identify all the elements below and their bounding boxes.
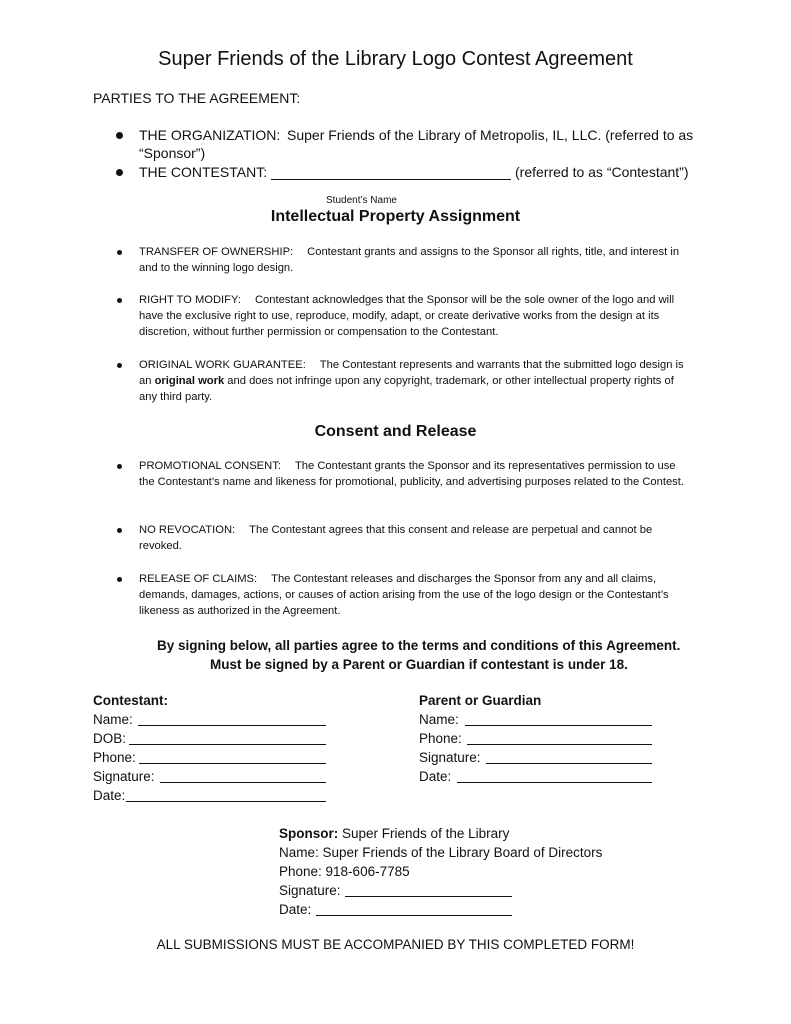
bullet-icon xyxy=(117,250,122,255)
clause-label: ORIGINAL WORK GUARANTEE: xyxy=(139,359,306,371)
contestant-name-field xyxy=(93,710,326,729)
footer-notice: ALL SUBMISSIONS MUST BE ACCOMPANIED BY THIS COMPLETED FORM! xyxy=(156,937,635,952)
guardian-phone-field xyxy=(419,729,652,748)
sponsor-signature-input[interactable] xyxy=(345,884,512,897)
party-organization-text-cont: “Sponsor”) xyxy=(139,145,206,161)
contestant-date-field xyxy=(93,786,326,805)
sponsor-phone-line: Phone: 918-606-7785 xyxy=(279,864,410,879)
field-label: Date: xyxy=(419,769,452,784)
sponsor-date-field xyxy=(279,900,512,919)
bullet-icon xyxy=(116,132,123,139)
contestant-dob-input[interactable] xyxy=(129,732,326,745)
guardian-phone-input[interactable] xyxy=(467,732,652,745)
clause-text: Contestant grants and assigns to the Sponsor all rights, title, and interest in and to the winning logo design. xyxy=(139,246,680,274)
contestant-signature-field xyxy=(93,767,326,786)
document-title: Super Friends of the Library Logo Contest Agreement xyxy=(158,48,633,70)
sponsor-heading xyxy=(279,824,509,843)
clause-no-revocation xyxy=(139,522,694,554)
contestant-phone-input[interactable] xyxy=(139,751,326,764)
parties-heading: PARTIES TO THE AGREEMENT: xyxy=(93,90,301,106)
ip-section-heading: Intellectual Property Assignment xyxy=(270,208,521,225)
party-label: THE CONTESTANT: xyxy=(139,164,268,180)
party-organization-text: Super Friends of the Library of Metropolis, IL, LLC. (referred to as xyxy=(287,127,694,143)
guardian-date-field xyxy=(419,767,652,786)
field-label: Signature: xyxy=(93,769,155,784)
field-label: DOB: xyxy=(93,731,127,746)
clause-label: TRANSFER OF OWNERSHIP: xyxy=(139,246,294,258)
field-label: Signature: xyxy=(279,883,341,898)
clause-label: NO REVOCATION: xyxy=(139,524,236,536)
party-contestant-suffix: (referred to as “Contestant”) xyxy=(515,164,689,180)
clause-text: The Contestant agrees that this consent and release are perpetual and cannot be revoked. xyxy=(139,524,653,552)
guardian-name-field xyxy=(419,710,652,729)
bullet-icon xyxy=(117,363,122,368)
clause-release-of-claims xyxy=(139,571,694,619)
bullet-icon xyxy=(117,577,122,582)
clause-text: The Contestant releases and discharges the Sponsor from any and all claims, demands, damages, actions, or causes of action arising from the use of the logo design or the Contestant’s likeness as authorized in the Agreement. xyxy=(139,573,669,617)
contestant-signature-input[interactable] xyxy=(160,770,326,783)
sponsor-label: Sponsor: xyxy=(279,826,339,841)
bullet-icon xyxy=(116,169,123,176)
field-label: Signature: xyxy=(419,750,481,765)
contestant-name-input[interactable] xyxy=(138,713,326,726)
guardian-heading: Parent or Guardian xyxy=(419,693,542,708)
clause-text-emphasis: original work xyxy=(154,375,225,387)
clause-label: RIGHT TO MODIFY: xyxy=(139,294,241,306)
guardian-signature-input[interactable] xyxy=(486,751,652,764)
signing-note-line2: Must be signed by a Parent or Guardian if contestant is under 18. xyxy=(210,657,628,672)
student-name-caption: Student’s Name xyxy=(326,195,397,206)
contestant-phone-field xyxy=(93,748,326,767)
clause-text: The Contestant grants the Sponsor and its representatives permission to use the Contestant’s name and likeness for promotional, publicity, and advertising purposes related to the Contest. xyxy=(139,460,684,488)
field-label: Name: xyxy=(93,712,133,727)
field-label: Phone: xyxy=(419,731,462,746)
field-label: Date: xyxy=(93,788,126,803)
party-label: THE ORGANIZATION: xyxy=(139,127,281,143)
bullet-icon xyxy=(117,464,122,469)
signing-note-line1: By signing below, all parties agree to the terms and conditions of this Agreement. xyxy=(157,638,681,653)
sponsor-value: Super Friends of the Library xyxy=(342,826,510,841)
guardian-signature-field xyxy=(419,748,652,767)
sponsor-date-input[interactable] xyxy=(316,903,512,916)
sponsor-name-line: Name: Super Friends of the Library Board of Directors xyxy=(279,845,603,860)
field-label: Date: xyxy=(279,902,312,917)
contestant-date-input[interactable] xyxy=(126,789,326,802)
guardian-name-input[interactable] xyxy=(465,713,652,726)
bullet-icon xyxy=(117,528,122,533)
contestant-dob-field xyxy=(93,729,326,748)
clause-text: Contestant acknowledges that the Sponsor will be the sole owner of the logo and will have the exclusive right to use, reproduce, modify, adapt, or create derivative works from the design at its discretion, without further permission or compensation to the Contestant. xyxy=(139,294,675,338)
field-label: Name: xyxy=(419,712,459,727)
field-label: Phone: xyxy=(93,750,136,765)
clause-text: The Contestant represents and warrants that the submitted logo design is an xyxy=(139,359,684,387)
clause-right-to-modify xyxy=(139,292,694,340)
contestant-heading: Contestant: xyxy=(93,693,168,708)
clause-original-work-guarantee xyxy=(139,357,694,405)
sponsor-signature-field xyxy=(279,881,512,900)
clause-transfer-of-ownership xyxy=(139,244,694,276)
clause-label: PROMOTIONAL CONSENT: xyxy=(139,460,281,472)
student-name-blank[interactable] xyxy=(271,166,511,180)
consent-section-heading: Consent and Release xyxy=(314,423,477,440)
clause-text: and does not infringe upon any copyright, trademark, or other intellectual property rights of any third party. xyxy=(139,375,674,403)
bullet-icon xyxy=(117,298,122,303)
clause-promotional-consent xyxy=(139,458,694,490)
guardian-date-input[interactable] xyxy=(457,770,652,783)
clause-label: RELEASE OF CLAIMS: xyxy=(139,573,258,585)
